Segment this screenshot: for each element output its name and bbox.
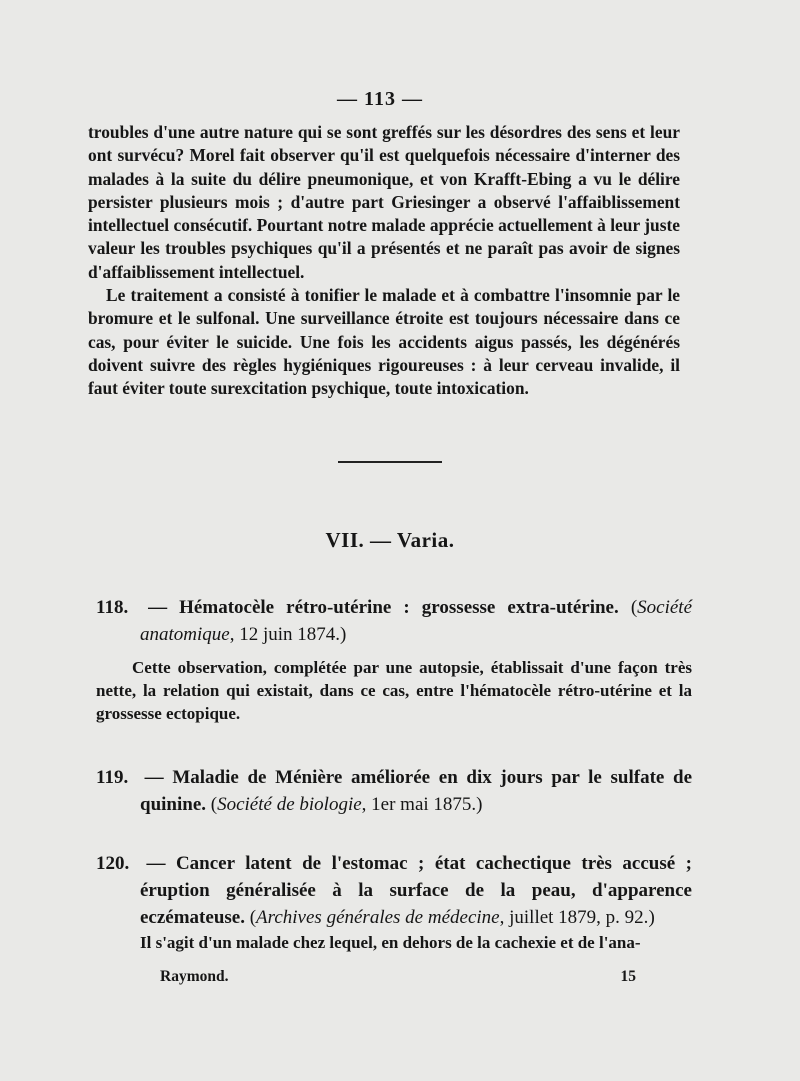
intro-text <box>88 121 680 401</box>
entry-source-date: 12 juin 1874. <box>239 624 341 645</box>
entry-title: — Hématocèle rétro-utérine : grossesse extra-utérine. <box>148 597 619 618</box>
entry-source-date: juillet 1879, p. 92. <box>509 907 649 928</box>
bibliography-entry <box>96 850 692 954</box>
entry-heading <box>96 594 692 648</box>
entry-source-journal: Archives générales de médecine <box>256 907 500 928</box>
intro-paragraph: troubles d'une autre nature qui se sont greffés sur les désordres des sens et leur ont survécu? Morel fait observer qu'il est quelquefois nécessaire d'interner des malades à la suite du délire pneumonique, et von Krafft-Ebing a vu le délire persister plusieurs mois ; d'autre part Griesinger a observé l'affaiblissement intellectuel consécutif. Pourtant notre malade apprécie actuellement à leur juste valeur les troubles psychiques qu'il a présentés et ne paraît pas avoir de signes d'affaiblissement intellectuel. <box>88 122 680 282</box>
entry-source: (Société anatomique, 12 juin 1874.) <box>140 597 692 645</box>
entry-description: Il s'agit d'un malade chez lequel, en dehors de la cachexie et de l'ana- <box>140 933 641 952</box>
entry-heading <box>96 850 692 931</box>
intro-paragraph: Le traitement a consisté à tonifier le malade et à combattre l'insomnie par le bromure et le sulfonal. Une surveillance étroite est toujours nécessaire dans ce cas, pour éviter le suicide. Une fois les accidents aigus passés, les dégénérés doivent suivre des règles hygiéniques rigoureuses : à leur cerveau invalide, il faut éviter toute surexcitation psychique, toute intoxication. <box>88 285 680 399</box>
entry-source: (Société de biologie, 1er mai 1875.) <box>210 794 483 815</box>
footer-author: Raymond. <box>160 968 229 985</box>
entry-number: 118. <box>96 597 129 618</box>
entry-source: (Archives générales de médecine, juillet 1879, p. 92.) <box>249 907 655 928</box>
entry-title: — Cancer latent de l'estomac ; état cachectique très accusé ; éruption généralisée à la surface de la peau, d'apparence eczémateuse. <box>140 853 692 928</box>
entry-number: 120. <box>96 853 130 874</box>
entry-source-journal: Société anatomique <box>140 597 692 645</box>
entry-source-journal: Société de biologie <box>217 794 362 815</box>
entry-heading <box>96 764 692 818</box>
entry-source-date: 1er mai 1875. <box>371 794 477 815</box>
page-footer <box>160 968 636 986</box>
entry-number: 119. <box>96 767 129 788</box>
bibliography-entry <box>96 764 692 818</box>
page-number: — 113 — <box>337 88 423 110</box>
bibliography-entry <box>96 594 692 725</box>
footer-signature-mark: 15 <box>620 968 636 985</box>
section-divider <box>338 461 442 463</box>
entry-description: Cette observation, complétée par une autopsie, établissait d'une façon très nette, la relation qui existait, dans ce cas, entre l'hématocèle rétro-utérine et la grossesse ectopique. <box>96 658 692 723</box>
section-title: VII. — Varia. <box>325 528 455 552</box>
entry-title: — Maladie de Ménière améliorée en dix jours par le sulfate de quinine. <box>140 767 693 815</box>
